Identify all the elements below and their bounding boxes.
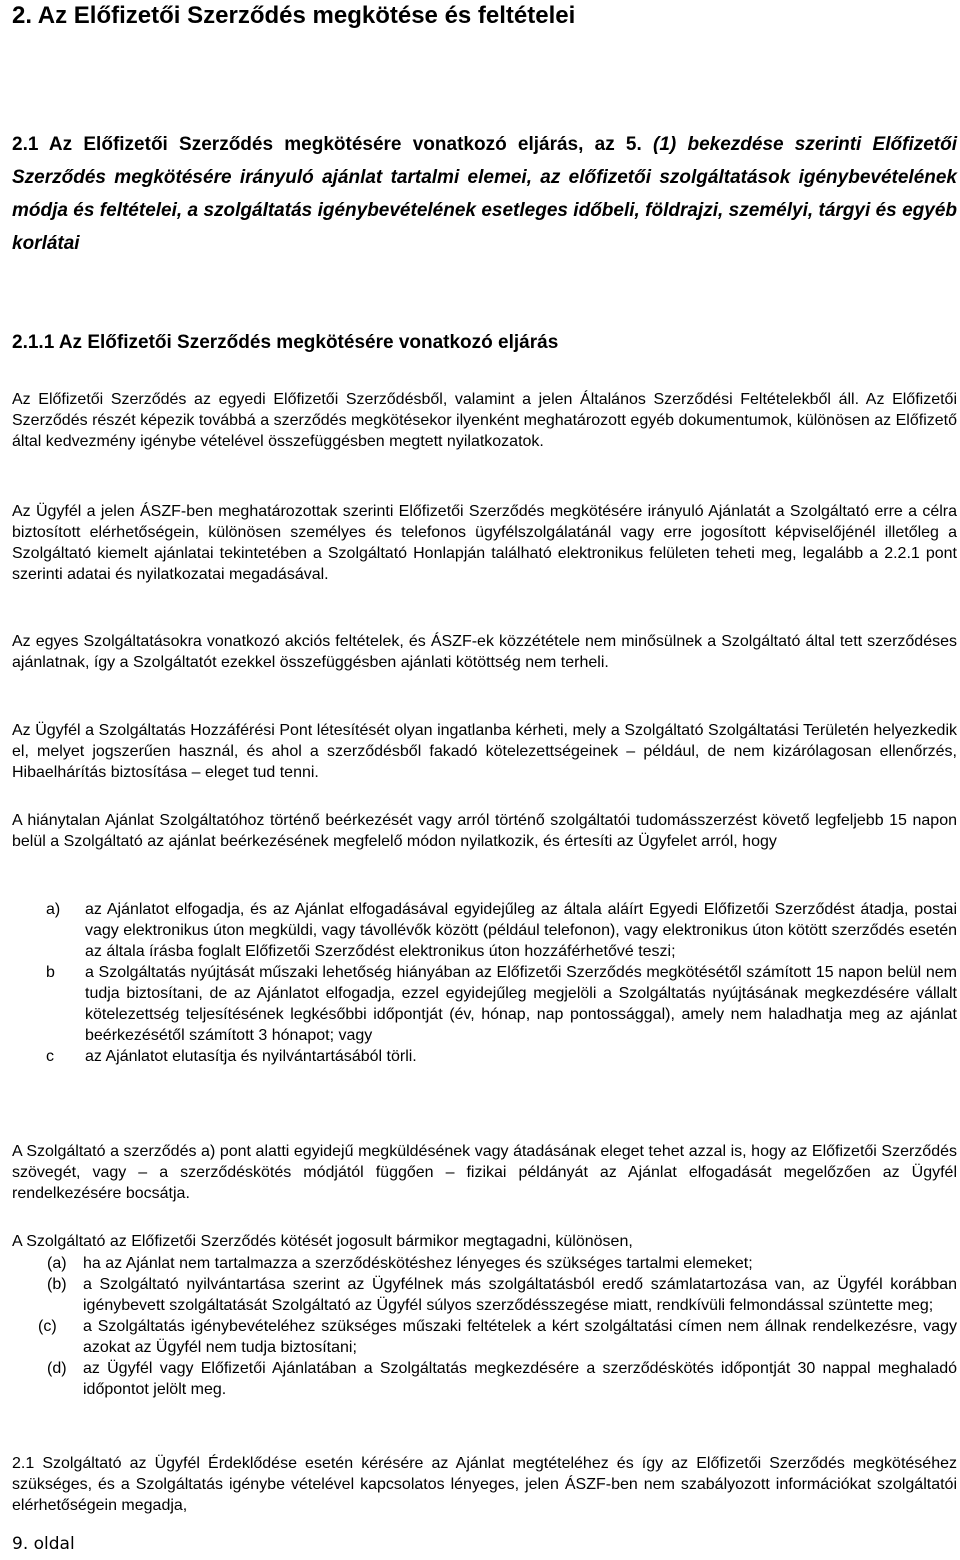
refusal-list	[12, 1253, 957, 1400]
list-item-text: a Szolgáltató nyilvántartása szerint az Ügyfélnek más szolgáltatásból eredő számlatartozása van, az Ügyfél korábban igénybevett szolgáltatását Szolgáltató az Ügyfél súlyos szerződésszegése miatt, rendkívüli felmondással szüntette meg;	[83, 1276, 957, 1314]
subsection-heading	[12, 128, 957, 260]
paragraph: 2.1 Szolgáltató az Ügyfél Érdeklődése esetén kérésére az Ajánlat megtételéhez és így az Előfizetői Szerződés megkötéséhez szükséges, és a Szolgáltatás igénybe vételével kapcsolatos lényeges, jelen ÁSZF-ben nem szabályozott információkat szolgáltatói elérhetőségein megadja,	[12, 1455, 957, 1514]
list-item-text: az Ügyfél vagy Előfizetői Ajánlatában a Szolgáltatás megkezdésére a szerződéskötés időpontját 30 nappal meghaladó időpontot jelölt meg.	[83, 1360, 957, 1398]
list-item-text: az Ajánlatot elutasítja és nyilvántartásából törli.	[85, 1048, 417, 1065]
paragraph: A hiánytalan Ajánlat Szolgáltatóhoz történő beérkezését vagy arról történő szolgáltatói tudomásszerzést követő legfeljebb 15 napon belül a Szolgáltató az ajánlat beérkezésének megfelelő módon nyilatkozik, és értesíti az Ügyfelet arról, hogy	[12, 812, 957, 850]
list-marker: (a)	[47, 1255, 67, 1272]
paragraph: Az Ügyfél a jelen ÁSZF-ben meghatározottak szerinti Előfizetői Szerződés megkötésére irányuló Ajánlatát a Szolgáltató erre a célra biztosított elérhetőségein, különösen személyes és telefonos ügyfélszolgálatánál vagy erre jogosított képviselőjénél illetőleg a Szolgáltató kiemelt ajánlatai tekintetében a Szolgáltató Honlapján található elektronikus felületen teheti meg, legalább a 2.2.1 pont szerinti adatai és nyilatkozatai megadásával.	[12, 503, 957, 583]
list-item-text: a Szolgáltatás nyújtását műszaki lehetőség hiányában az Előfizetői Szerződés megkötésétől számított 15 napon belül nem tudja biztosítani, de az Ajánlatot elfogadja, ezzel egyidejűleg megjelöli a Szolgáltatás nyújtásának megkezdésére vállalt kötelezettség teljesítésének legkésőbbi időpontját (év, hónap, nap pontossággal), amely nem haladhatja meg az ajánlat beérkezésétől számított 3 hónapot; vagy	[85, 964, 957, 1044]
paragraph: Az Előfizetői Szerződés az egyedi Előfizetői Szerződésből, valamint a jelen Általános Szerződési Feltételekből áll. Az Előfizetői Szerződés részét képezik továbbá a szerződés megkötésekor ilyenként meghatározott egyéb dokumentumok, különösen az Előfizető által kedvezmény igénybe vételével összefüggésben megtett nyilatkozatok.	[12, 391, 957, 450]
section-heading: 2. Az Előfizetői Szerződés megkötése és feltételei	[12, 2, 576, 29]
offer-response-list	[46, 899, 957, 1067]
paragraph: A Szolgáltató a szerződés a) pont alatti egyidejű megküldésének vagy átadásának eleget tehet azzal is, hogy az Előfizetői Szerződés szövegét, vagy – a szerződéskötés módjától függően – fizikai példányát az Ajánlat elfogadását megelőzően az Ügyfél rendelkezésére bocsátja.	[12, 1143, 957, 1202]
page-number: 9. oldal	[12, 1534, 75, 1554]
list-item-text: ha az Ajánlat nem tartalmazza a szerződéskötéshez lényeges és szükséges tartalmi elemeket;	[83, 1255, 753, 1272]
paragraph: Az Ügyfél a Szolgáltatás Hozzáférési Pont létesítését olyan ingatlanba kérheti, mely a Szolgáltató Szolgáltatási Területén helyezkedik el, melyet jogszerűen használ, és ahol a szerződésből fakadó kötelezettségeinek – például, de nem kizárólagosan ellenőrzés, Hibaelhárítás biztosítása – eleget tud tenni.	[12, 722, 957, 781]
list-marker: b	[46, 964, 55, 981]
subsubsection-heading: 2.1.1 Az Előfizetői Szerződés megkötésére vonatkozó eljárás	[12, 332, 559, 353]
list-item	[12, 1316, 957, 1358]
list-marker: (d)	[47, 1360, 67, 1377]
list-item	[12, 1358, 957, 1400]
list-item-text: a Szolgáltatás igénybevételéhez szükséges műszaki feltételek a kért szolgáltatási címen nem állnak rendelkezésre, vagy azokat az Ügyfél nem tudja biztosítani;	[83, 1318, 957, 1356]
list-marker: c	[46, 1048, 54, 1065]
list-item	[46, 1046, 957, 1067]
list-item	[46, 962, 957, 1046]
subsection-heading-lead: 2.1 Az Előfizetői Szerződés megkötésére vonatkozó eljárás, az 5.	[12, 134, 642, 155]
list-marker: (c)	[38, 1318, 57, 1335]
list-item	[12, 1274, 957, 1316]
paragraph: Az egyes Szolgáltatásokra vonatkozó akciós feltételek, és ÁSZF-ek közzététele nem minősülnek a Szolgáltató által tett szerződéses ajánlatnak, így a Szolgáltatót ezekkel összefüggésben ajánlati kötöttség nem terheli.	[12, 633, 957, 671]
list-item	[12, 1253, 957, 1274]
list-item	[46, 899, 957, 962]
list-marker: (b)	[47, 1276, 67, 1293]
refusal-intro: A Szolgáltató az Előfizetői Szerződés kötését jogosult bármikor megtagadni, különösen,	[12, 1233, 633, 1250]
list-item-text: az Ajánlatot elfogadja, és az Ajánlat elfogadásával egyidejűleg az általa aláírt Egyedi Előfizetői Szerződést átadja, postai vagy elektronikus úton megküldi, vagy távollévők között (például telefonon), vagy elektronikus úton kötött szerződés esetén az általa írásba foglalt Előfizetői Szerződést elektronikus úton hozzáférhetővé teszi;	[85, 901, 957, 960]
list-marker: a)	[46, 901, 61, 918]
subsection-heading-rest: (1) bekezdése szerinti Előfizetői Szerződés megkötésére irányuló ajánlat tartalmi elemei, az előfizetői szolgáltatások igénybevételének módja és feltételei, a szolgáltatás igénybevételének esetleges időbeli, földrajzi, személyi, tárgyi és egyéb korlátai	[12, 134, 957, 254]
